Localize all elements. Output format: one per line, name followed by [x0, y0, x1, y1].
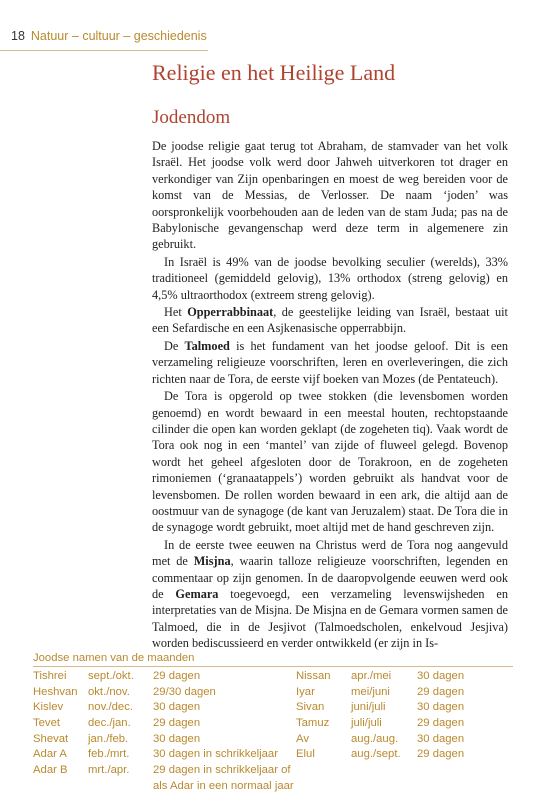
month-period: jan./feb. — [88, 732, 129, 745]
month-days: 29 dagen — [153, 717, 201, 730]
body-text — [152, 138, 508, 653]
section-heading: Jodendom — [152, 107, 231, 128]
month-days: 30 dagen — [153, 701, 201, 714]
month-days: 29 dagen — [417, 685, 465, 698]
month-row — [33, 763, 523, 779]
text-run: In de eerste twee eeuwen na Christus werd de Tora nog aangevuld met de — [152, 537, 508, 569]
text-run: , de geestelijke leiding van Israël, bestaat uit een Sefardische en een Asjkenasische opperrabbijn. — [152, 305, 508, 336]
month-row — [33, 700, 523, 716]
term-misjna: Misjna — [193, 554, 231, 569]
month-days: 29 dagen — [417, 717, 465, 730]
text-run: is het fundament van het joodse geloof. Dit is een verzameling religieuze voorschriften, leren en overleveringen, die zich richten naar de Tora, de eerste vijf boeken van Mozes (de Pentateuch). — [152, 338, 509, 386]
month-name: Nissan — [296, 670, 331, 682]
paragraph — [152, 338, 508, 387]
month-days: 30 dagen — [417, 701, 465, 714]
month-name: Kislev — [33, 701, 64, 714]
month-period: aug./aug. — [351, 732, 399, 745]
month-period: juli/juli — [351, 717, 382, 730]
month-days: 29/30 dagen — [153, 685, 216, 698]
paragraph: De Tora is opgerold op twee stokken (die levensbomen worden genoemd) en wordt bewaard in een meestal houten, rechtopstaande cilinder die open kan worden geklapt (de zogeheten tiq). Vaak wordt de Tora ook nog in een ‘mantel’ van zijde of fluweel gelegd. Bovenop wordt het geheel afgesloten door de Torakroon, en de zogeheten rimoniemen (‘granaatappels’) worden gebruikt als handvat voor de levensbomen. De rollen worden bewaard in een ark, die altijd aan de oostmuur van de synagoge (de kant van Jeruzalem) staat. De Tora die in de synagoge wordt gebruikt, moet altijd met de hand geschreven zijn. — [152, 389, 508, 535]
month-row — [33, 716, 523, 732]
month-name: Tevet — [33, 717, 61, 730]
page-number: 18 — [11, 29, 25, 43]
month-name: Av — [296, 732, 309, 745]
month-row — [33, 779, 523, 795]
text-run: toegevoegd, een verzameling levenswijsheden en interpretaties van de Misjna. De Misjna en de Gemara vormen samen de Talmoed, die in de Jesjivot (Talmoedscholen, enkelvoud Jesjiva) worden bediscussieerd en verder ontwikkeld (er zijn in Is- — [152, 586, 508, 651]
page-title: Religie en het Heilige Land — [152, 60, 396, 85]
page-header — [11, 29, 207, 43]
paragraph — [152, 537, 508, 652]
text-run: Het — [164, 305, 188, 320]
term-talmoed: Talmoed — [184, 338, 230, 353]
paragraph — [152, 304, 508, 337]
month-name: Iyar — [296, 685, 315, 698]
month-name: Tishrei — [33, 670, 67, 682]
month-days: 30 dagen — [417, 670, 465, 682]
month-period: feb./mrt. — [88, 748, 130, 761]
month-period: nov./dec. — [88, 701, 134, 714]
month-name: Adar B — [33, 764, 68, 777]
month-period: dec./jan. — [88, 717, 131, 730]
month-name: Adar A — [33, 748, 67, 761]
month-row — [33, 669, 523, 685]
text-run: De — [164, 338, 185, 353]
section-title: Natuur – cultuur – geschiedenis — [30, 29, 207, 43]
month-name: Heshvan — [33, 685, 78, 698]
month-period: apr./mei — [351, 670, 392, 682]
paragraph: De joodse religie gaat terug tot Abraham, de stamvader van het volk Israël. Het joodse volk werd door Jahweh uitverkoren tot drager en verkondiger van Zijn openbaringen en moest de weg bereiden voor de komst van de Messias, de Verlosser. De naam ‘joden’ was oorspronkelijk voorbehouden aan de leden van de stam Juda; pas na de Babylonische gevangenschap werd deze term in algemenere zin gebruikt. — [152, 139, 508, 252]
month-row — [33, 685, 523, 701]
month-period: sept./okt. — [88, 670, 134, 682]
text-run: , waarin talloze religieuze voorschriften, legenden en commentaar op zijn genomen. In de daaropvolgende eeuwen werd ook de — [152, 554, 508, 601]
paragraph: In Israël is 49% van de joodse bevolking seculier (werelds), 33% traditioneel (gemiddeld gelovig), 13% orthodox (streng gelovig) en 4,5% ultraorthodox (extreem streng gelovig). — [152, 254, 508, 302]
month-days: 29 dagen — [417, 748, 465, 761]
month-period: mei/juni — [351, 685, 390, 698]
month-days: 30 dagen — [153, 732, 201, 745]
month-days: 30 dagen in schrikkeljaar — [153, 748, 278, 761]
month-name: Shevat — [33, 732, 69, 745]
month-period: aug./sept. — [351, 748, 401, 761]
months-title: Joodse namen van de maanden — [33, 652, 195, 664]
month-row — [33, 747, 523, 763]
header-rule — [0, 50, 208, 51]
term-gemara: Gemara — [175, 586, 219, 601]
month-days: 29 dagen — [153, 670, 201, 682]
months-box — [33, 650, 523, 795]
month-period: okt./nov. — [88, 685, 130, 698]
month-row — [33, 732, 523, 748]
term-opperrabbinaat: Opperrabbinaat — [187, 305, 274, 320]
month-name: Elul — [296, 748, 315, 761]
month-period: juni/juli — [351, 701, 386, 714]
month-days: 29 dagen in schrikkeljaar of — [153, 764, 291, 777]
months-rule — [33, 666, 513, 667]
month-name: Tamuz — [296, 717, 330, 730]
months-table — [33, 669, 523, 795]
month-days: 30 dagen — [417, 732, 465, 745]
month-period: mrt./apr. — [88, 764, 130, 777]
month-name: Sivan — [296, 701, 325, 714]
month-days: als Adar in een normaal jaar — [153, 779, 294, 792]
